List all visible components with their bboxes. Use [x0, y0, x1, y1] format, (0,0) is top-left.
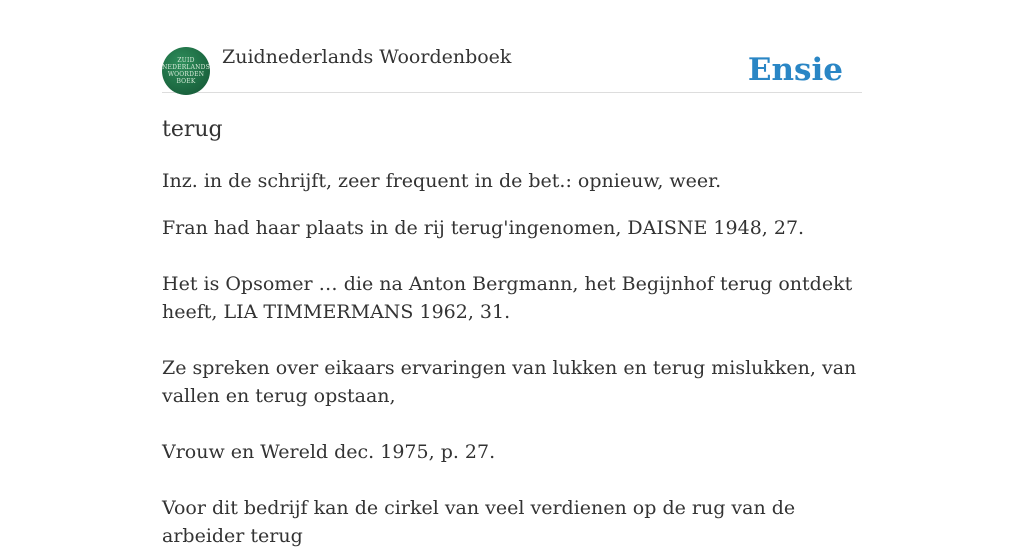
logo-text-line: NEDERLANDS [162, 64, 210, 71]
site-logo[interactable] [162, 47, 210, 95]
entry-headword: terug [162, 117, 223, 142]
entry-quote: Het is Opsomer … die na Anton Bergmann, het Begijnhof terug ontdekt heeft, LIA TIMMERMANS 1962, 31. [162, 273, 853, 323]
logo-text-line: WOORDEN [167, 71, 205, 78]
entry-quote: Voor dit bedrijf kan de cirkel van veel verdienen op de rug van de arbeider terug [162, 497, 796, 547]
logo-text-line: ZUID [177, 57, 195, 64]
site-title-link[interactable]: Zuidnederlands Woordenboek [222, 46, 512, 68]
entry-quote: Vrouw en Wereld dec. 1975, p. 27. [162, 441, 496, 463]
site-header [162, 40, 862, 93]
entry-quote: Ze spreken over eikaars ervaringen van lukken en terug mislukken, van vallen en terug opstaan, [162, 357, 857, 407]
brand-logo-link[interactable]: Ensie [747, 52, 843, 88]
entry-quote: Fran had haar plaats in de rij terug'ingenomen, DAISNE 1948, 27. [162, 217, 805, 239]
entry-content [162, 113, 862, 550]
entry-definition: Inz. in de schrijft, zeer frequent in de bet.: opnieuw, weer. [162, 170, 722, 192]
logo-text-line: BOEK [176, 78, 196, 85]
